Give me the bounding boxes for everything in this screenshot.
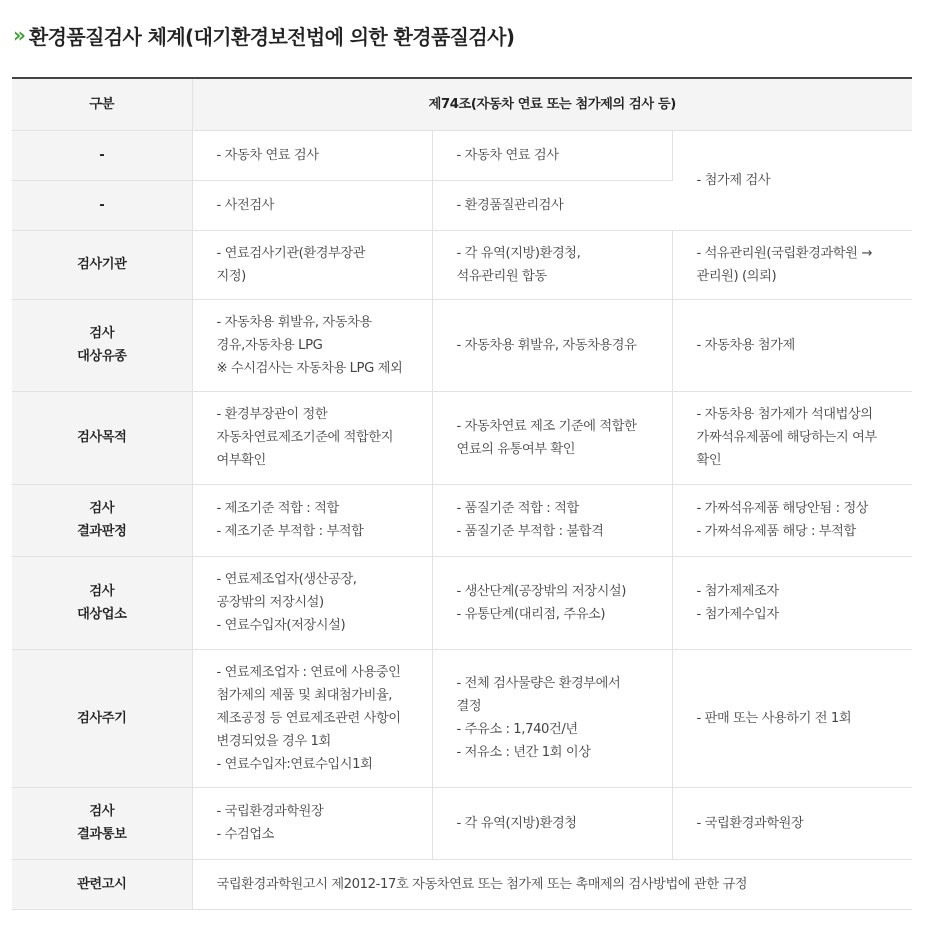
row-label: -	[12, 180, 192, 230]
cell-line: ※ 수시검사는 자동차용 LPG 제외	[216, 360, 403, 376]
table-cell: - 자동차 연료 검사	[192, 130, 432, 180]
double-chevron-right-icon: »	[13, 22, 22, 47]
row-label	[12, 299, 192, 391]
table-cell	[192, 230, 432, 299]
table-row	[12, 391, 912, 484]
table-cell	[432, 787, 672, 859]
row-label: 검사기관	[12, 230, 192, 299]
cell-line: - 가짜석유제품 해당 : 부적합	[696, 524, 856, 539]
cell-line: - 생산단계(공장밖의 저장시설)	[456, 583, 627, 599]
table-cell: - 첨가제 검사	[672, 130, 912, 230]
cell-line: - 연료검사기관(환경부장관	[216, 245, 366, 261]
table-cell	[672, 391, 912, 484]
cell-line: - 판매 또는 사용하기 전 1회	[696, 710, 852, 726]
cell-line: - 품질기준 적합 : 적합	[456, 501, 579, 516]
cell-line: - 연료제조업자(생산공장,	[216, 572, 357, 587]
cell-line: - 가짜석유제품 해당안됨 : 정상	[696, 501, 869, 516]
table-cell	[672, 299, 912, 391]
row-label-line: 검사	[89, 501, 115, 516]
cell-line: 제조공정 등 연료제조관련 사항이	[216, 710, 401, 726]
table-cell	[432, 649, 672, 787]
cell-line: 석유관리원 합동	[456, 268, 547, 284]
table-cell	[672, 649, 912, 787]
cell-line: - 국립환경과학원장	[696, 815, 804, 831]
cell-line: 첨가제의 제품 및 최대첨가비율,	[216, 687, 393, 703]
table-row	[12, 649, 912, 787]
table-cell	[192, 787, 432, 859]
cell-line: - 유통단계(대리점, 주유소)	[456, 606, 606, 622]
cell-line: - 자동차용 첨가제가 석대법상의	[696, 407, 873, 422]
cell-line: 경유,자동차용 LPG	[216, 337, 323, 353]
table-row	[12, 230, 912, 299]
row-label: 검사목적	[12, 391, 192, 484]
cell-line: - 각 유역(지방)환경청,	[456, 245, 581, 261]
cell-line: - 자동차용 첨가제	[696, 337, 795, 353]
page-title-text: 환경품질검사 체계(대기환경보전법에 의한 환경품질검사)	[28, 25, 515, 49]
table-row	[12, 484, 912, 556]
row-label-line: 대상유종	[77, 349, 127, 364]
cell-line: - 자동차용 휘발유, 자동차용	[216, 314, 372, 330]
row-label-line: 검사	[89, 583, 115, 599]
cell-line: 관리원) (의뢰)	[696, 268, 777, 284]
related-notice-cell: 국립환경과학원고시 제2012-17호 자동차연료 또는 첨가제 또는 촉매제의 검사방법에 관한 규정	[192, 859, 912, 909]
cell-line: - 자동차연료 제조 기준에 적합한	[456, 418, 637, 434]
cell-line: - 주유소 : 1,740건/년	[456, 722, 578, 737]
table-cell	[672, 556, 912, 649]
cell-line: - 연료수입자(저장시설)	[216, 618, 346, 633]
row-label-line: 결과판정	[77, 524, 127, 539]
cell-line: 확인	[696, 453, 722, 468]
cell-line: 자동차연료제조기준에 적합한지	[216, 430, 394, 445]
row-label-line: 결과통보	[77, 827, 127, 842]
table-row	[12, 130, 912, 180]
inspection-system-table	[12, 77, 912, 910]
row-label: 검사주기	[12, 649, 192, 787]
cell-line: - 석유관리원(국립환경과학원 →	[696, 245, 872, 261]
row-label	[12, 787, 192, 859]
table-cell	[432, 484, 672, 556]
table-cell	[432, 556, 672, 649]
row-label-line: 검사	[89, 326, 115, 341]
cell-line: 결정	[456, 699, 482, 714]
cell-line: - 수검업소	[216, 827, 275, 842]
cell-line: - 첨가제제조자	[696, 583, 779, 599]
table-cell	[192, 649, 432, 787]
header-category: 구분	[12, 78, 192, 130]
table-row	[12, 556, 912, 649]
header-article: 제74조(자동차 연료 또는 첨가제의 검사 등)	[192, 78, 912, 130]
table-cell	[192, 556, 432, 649]
table-cell: - 사전검사	[192, 180, 432, 230]
table-cell: - 환경품질관리검사	[432, 180, 672, 230]
table-cell	[432, 299, 672, 391]
table-cell: - 자동차 연료 검사	[432, 130, 672, 180]
cell-line: - 자동차용 휘발유, 자동차용경유	[456, 337, 637, 353]
row-label-line: 대상업소	[77, 606, 127, 622]
cell-line: 공장밖의 저장시설)	[216, 595, 324, 610]
cell-line: 연료의 유통여부 확인	[456, 441, 576, 457]
row-label: -	[12, 130, 192, 180]
table-cell	[672, 230, 912, 299]
cell-line: - 환경부장관이 정한	[216, 407, 328, 422]
cell-line: - 국립환경과학원장	[216, 804, 324, 819]
table-cell	[672, 787, 912, 859]
cell-line: 지정)	[216, 268, 246, 284]
table-cell	[432, 391, 672, 484]
table-cell	[432, 230, 672, 299]
table-row	[12, 787, 912, 859]
cell-line: - 저유소 : 년간 1회 이상	[456, 745, 591, 760]
cell-line: - 전체 검사물량은 환경부에서	[456, 676, 621, 691]
cell-line: - 각 유역(지방)환경청	[456, 815, 577, 831]
row-label	[12, 484, 192, 556]
cell-line: - 제조기준 부적합 : 부적합	[216, 524, 364, 539]
row-label	[12, 556, 192, 649]
page-title	[13, 21, 514, 50]
table-cell	[192, 299, 432, 391]
cell-line: - 연료제조업자 : 연료에 사용중인	[216, 664, 401, 680]
cell-line: 변경되었을 경우 1회	[216, 733, 331, 749]
table-row	[12, 859, 912, 909]
table-header-row	[12, 78, 912, 130]
table-cell	[672, 484, 912, 556]
cell-line: - 연료수입자:연료수입시1회	[216, 756, 373, 772]
row-label-line: 검사	[89, 804, 115, 819]
table-cell	[192, 391, 432, 484]
table-cell	[192, 484, 432, 556]
row-label: 관련고시	[12, 859, 192, 909]
cell-line: 가짜석유제품에 해당하는지 여부	[696, 430, 877, 445]
table-row	[12, 299, 912, 391]
cell-line: - 첨가제수입자	[696, 606, 779, 622]
cell-line: - 제조기준 적합 : 적합	[216, 501, 339, 516]
cell-line: 여부확인	[216, 453, 266, 468]
cell-line: - 품질기준 부적합 : 불합격	[456, 524, 604, 539]
